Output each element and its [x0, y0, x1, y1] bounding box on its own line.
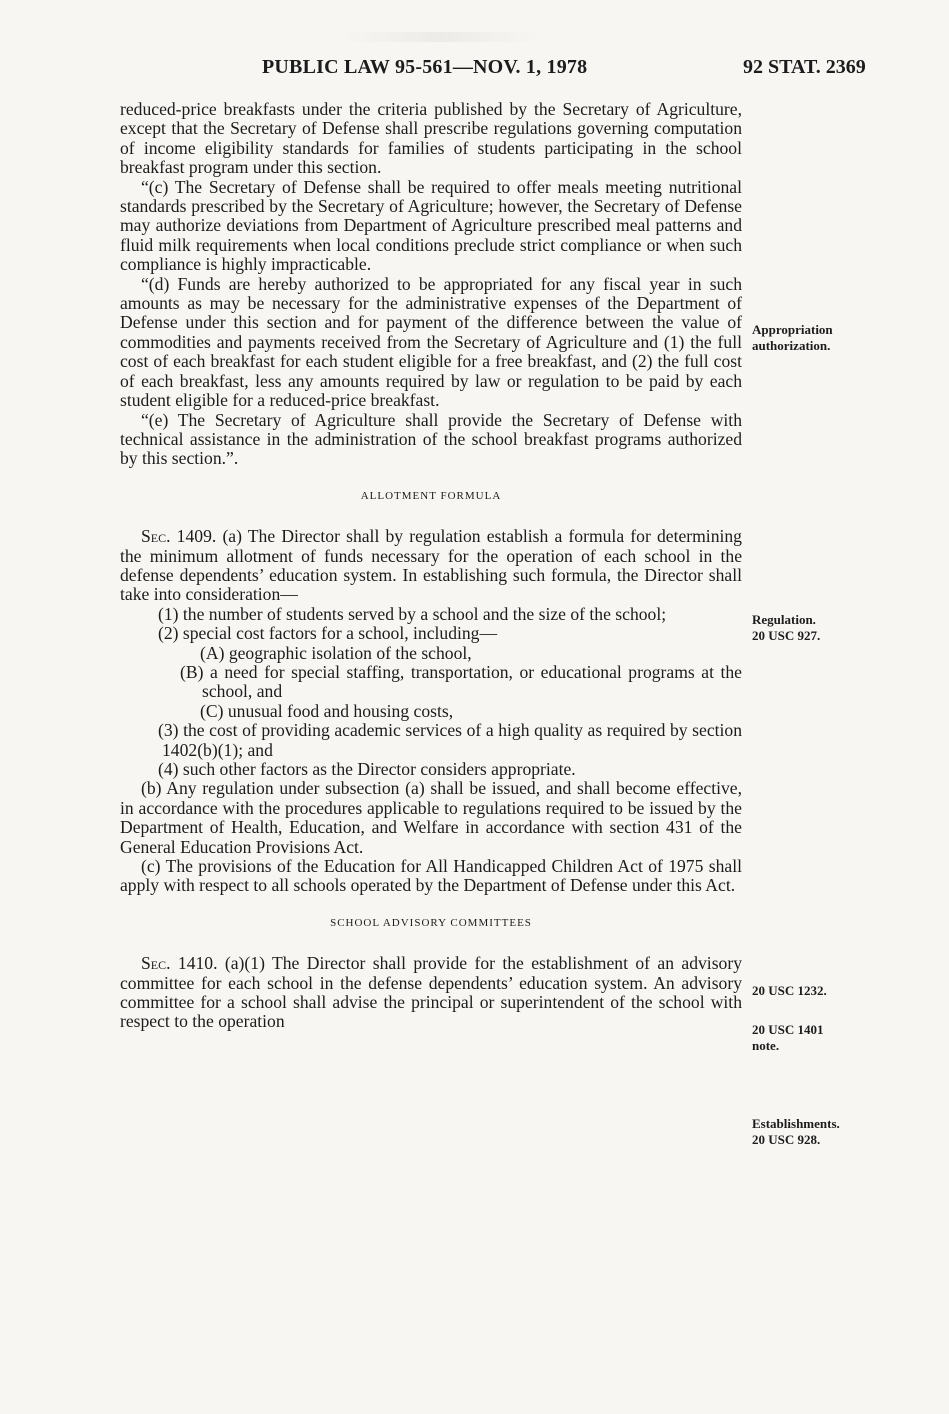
section-1410-text: (a)(1) The Director shall provide for the establishment of an advisory committee for each school in the defense dependents’ education system. An advisory committee for a school shall advise the principal or superintendent of the school with respect to the operation	[120, 953, 742, 1032]
section-1409-label: Sec. 1409.	[141, 526, 217, 547]
margin-note-appropriation: Appropriation authorization.	[752, 322, 833, 353]
margin-note-usc-927: 20 USC 927.	[752, 628, 821, 643]
paragraph-subsection-c: “(c) The Secretary of Defense shall be required to offer meals meeting nutritional standards prescribed by the Secretary of Agriculture; however, the Secretary of Defense may authorize deviations from Department of Agriculture prescribed meal patterns and fluid milk requirements when local conditions preclude strict compliance or when such compliance is highly impracticable.	[120, 176, 742, 275]
section-1410-label: Sec. 1410.	[141, 953, 218, 974]
margin-note-regulation: Regulation.	[752, 612, 816, 627]
margin-note-usc-928: 20 USC 928.	[752, 1132, 821, 1147]
paragraph-subsection-c-1409: (c) The provisions of the Education for All Handicapped Children Act of 1975 shall apply with respect to all schools operated by the Department of Defense under this Act.	[120, 856, 742, 896]
running-header-title: PUBLIC LAW 95-561—NOV. 1, 1978	[262, 56, 588, 78]
section-1410-paragraph	[120, 954, 742, 1032]
section-1409-paragraph	[120, 527, 742, 605]
list-item-2c: (C) unusual food and housing costs,	[200, 700, 454, 721]
running-header-stat: 92 STAT. 2369	[743, 56, 866, 78]
list-item-4: (4) such other factors as the Director considers appropriate.	[158, 759, 576, 779]
list-item-3: (3) the cost of providing academic services of a high quality as required by section 1402(b)(1); and	[158, 720, 742, 760]
section-heading-allotment: ALLOTMENT FORMULA	[360, 489, 502, 502]
bleed-through-mark	[340, 32, 540, 42]
section-1409-text: (a) The Director shall by regulation establish a formula for determining the minimum allotment of funds necessary for the operation of each school in the defense dependents’ education system. In establishing such formula, the Director shall take into consideration—	[120, 526, 742, 605]
margin-note-usc-1401: 20 USC 1401 note.	[752, 1022, 824, 1053]
paragraph-subsection-b: (b) Any regulation under subsection (a) shall be issued, and shall become effective, in accordance with the procedures applicable to regulations required to be issued by the Department of Health, Education, and Welfare in accordance with section 431 of the General Education Provisions Act.	[120, 778, 742, 857]
paragraph-continuation: reduced-price breakfasts under the criteria published by the Secretary of Agriculture, except that the Secretary of Defense shall prescribe regulations governing computation of income eligibility standards for families of students participating in the school breakfast program under this section.	[120, 99, 742, 178]
list-item-1: (1) the number of students served by a school and the size of the school;	[158, 603, 667, 624]
margin-note-establishments: Establishments.	[752, 1116, 840, 1131]
list-item-2b: (B) a need for special staffing, transportation, or educational programs at the school, and	[180, 661, 742, 702]
section-heading-advisory: SCHOOL ADVISORY COMMITTEES	[330, 916, 532, 929]
paragraph-subsection-e: “(e) The Secretary of Agriculture shall provide the Secretary of Defense with technical assistance in the administration of the school breakfast programs authorized by this section.”.	[120, 409, 742, 469]
list-item-2a: (A) geographic isolation of the school,	[200, 642, 472, 663]
paragraph-subsection-d: “(d) Funds are hereby authorized to be appropriated for any fiscal year in such amounts as may be necessary for the administrative expenses of the Department of Defense under this section and for payment of the difference between the value of commodities and payments received from the Secretary of Agriculture and (1) the full cost of each breakfast for each student eligible for a free breakfast, and (2) the full cost of each breakfast, less any amounts required by law or regulation to be paid by each student eligible for a reduced-price breakfast.	[120, 273, 742, 411]
list-item-2: (2) special cost factors for a school, including—	[158, 623, 498, 644]
margin-note-usc-1232: 20 USC 1232.	[752, 983, 827, 998]
main-text-column	[120, 100, 742, 1032]
